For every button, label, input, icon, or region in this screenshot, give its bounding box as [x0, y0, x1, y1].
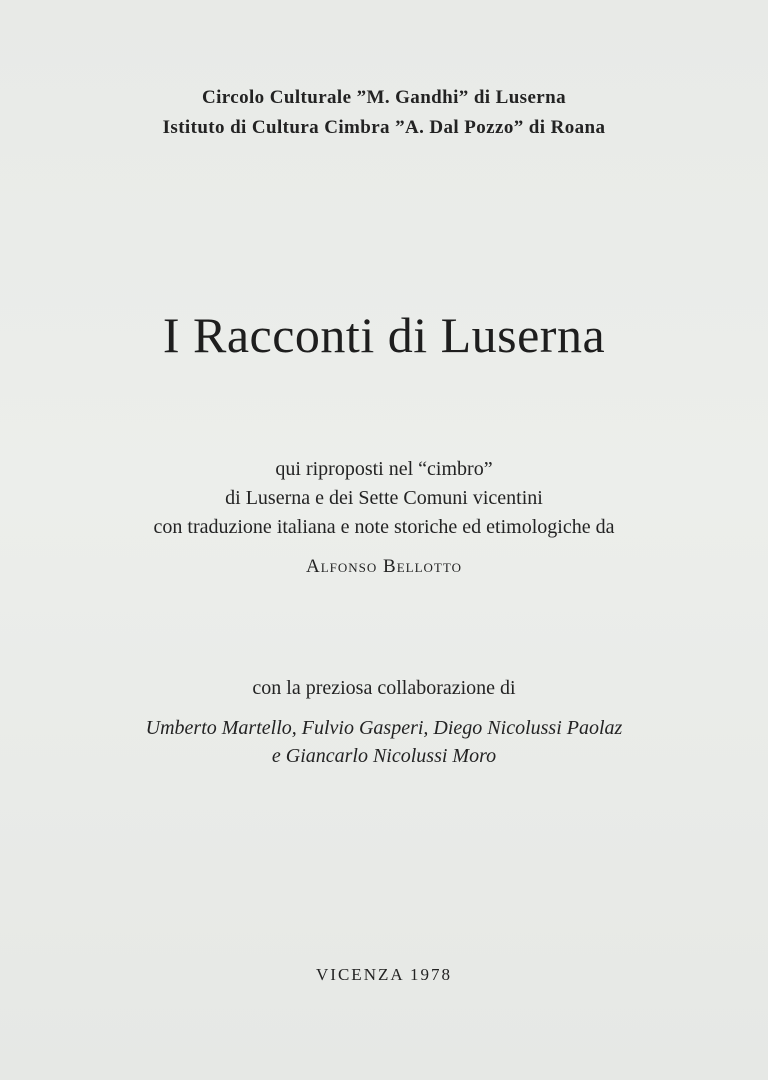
institution-line-2: Istituto di Cultura Cimbra ”A. Dal Pozzo” di Roana [162, 117, 606, 138]
collaboration-intro: con la preziosa collaborazione di [252, 677, 516, 699]
collaborators-line-1: Umberto Martello, Fulvio Gasperi, Diego Nicolussi Paolaz [145, 717, 623, 739]
subtitle-line-3: con traduzione italiana e note storiche ed etimologiche da [153, 516, 615, 538]
collaborators-line-2: e Giancarlo Nicolussi Moro [271, 745, 497, 767]
subtitle-line-1: qui riproposti nel “cimbro” [275, 458, 493, 480]
institution-line-1: Circolo Culturale ”M. Gandhi” di Luserna [201, 87, 566, 108]
subtitle-line-2: di Luserna e dei Sette Comuni vicentini [225, 487, 543, 509]
book-title: I Racconti di Luserna [162, 307, 606, 363]
author-name: Alfonso Bellotto [306, 556, 462, 577]
place-and-year: VICENZA 1978 [316, 965, 452, 984]
